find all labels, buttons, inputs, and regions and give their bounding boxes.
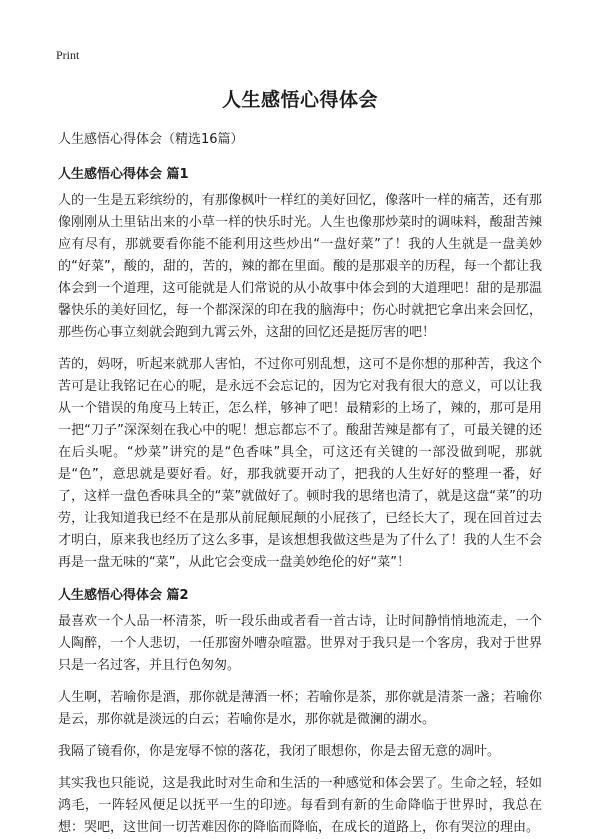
document-subtitle: 人生感悟心得体会（精选16篇） — [58, 132, 244, 147]
section-heading: 人生感悟心得体会 篇1 — [58, 167, 189, 182]
paragraph: 最喜欢一个人品一杯清茶，听一段乐曲或者看一首古诗，让时间静悄悄地流走，一个人陶醉，一个人悲切，一任那窗外嘈杂喧嚣。世界对于我只是一个客房，我对于世界只是一名过客，并且行色匆匆。 — [58, 614, 542, 673]
section-heading: 人生感悟心得体会 篇2 — [58, 588, 189, 603]
document-title: 人生感悟心得体会 — [221, 89, 378, 111]
section-2 — [58, 584, 542, 839]
paragraph: 苦的，妈呀，听起来就那人害怕，不过你可别乱想，这可不是你想的那种苦，我这个苦可是让我铭记在心的呢，是永远不会忘记的，因为它对我有很大的意义，可以让我从一个错误的角度马上转正，怎么样，够神了吧！最精彩的上场了，辣的，那可是用一把“刀子”深深刻在我心中的呢！想忘都忘不了。酸甜苦辣是都有了，可最关键的还在后头呢。“炒菜”讲究的是“色香味”具全，可这还有关键的一部没做到呢，那就是“色”，意思就是要好看。好，那我就要开动了，把我的人生好好的整理一番，好了，这样一盘色香味具全的“菜”就做好了。顿时我的思绪也清了，就是这盘“菜”的功劳，让我知道我已经不在是那从前屁颠屁颠的小屁孩了，已经长大了，现在回首过去才明白，原来我也经历了这么多事，是该想想我做这些是为了什么了！我的人生不会再是一盘无味的“菜”，从此它会变成一盘美妙绝伦的好“菜”！ — [58, 357, 542, 570]
section-1 — [58, 163, 542, 574]
paragraph: 其实我也只能说，这是我此时对生命和生活的一种感觉和体会罢了。生命之轻，轻如鸿毛，一阵轻风便足以抚平一生的印迹。每看到有新的生命降临于世界时，我总在想：哭吧，这世间一切苦难因你的降临而降临，在成长的道路上，你有哭泣的理由。 — [58, 776, 542, 835]
print-link[interactable]: Print — [56, 48, 80, 62]
paragraph: 我隔了镜看你，你是宠辱不惊的落花，我闭了眼想你，你是去留无意的凋叶。 — [58, 744, 501, 759]
paragraph: 人生啊，若喻你是酒，那你就是薄酒一杯；若喻你是茶，那你就是清茶一盏；若喻你是云，那你就是淡远的白云；若喻你是水，那你就是微澜的湖水。 — [58, 690, 542, 727]
paragraph: 人的一生是五彩缤纷的，有那像枫叶一样红的美好回忆，像落叶一样的痛苦，还有那像刚刚从土里钻出来的小草一样的快乐时光。人生也像那炒菜时的调味料，酸甜苦辣应有尽有，那就要看你能不能利用这些炒出“一盘好菜”了！我的人生就是一盘美妙的“好菜”，酸的，甜的，苦的，辣的都在里面。酸的是那艰辛的历程，每一个都让我体会到一个道理，这可能就是人们常说的从小故事中体会到的大道理吧！甜的是那温馨快乐的美好回忆，每一个都深深的印在我的脑海中；伤心时就把它拿出来会回忆，那些伤心事立刻就会跑到九霄云外，这甜的回忆还是挺厉害的吧！ — [58, 193, 542, 340]
